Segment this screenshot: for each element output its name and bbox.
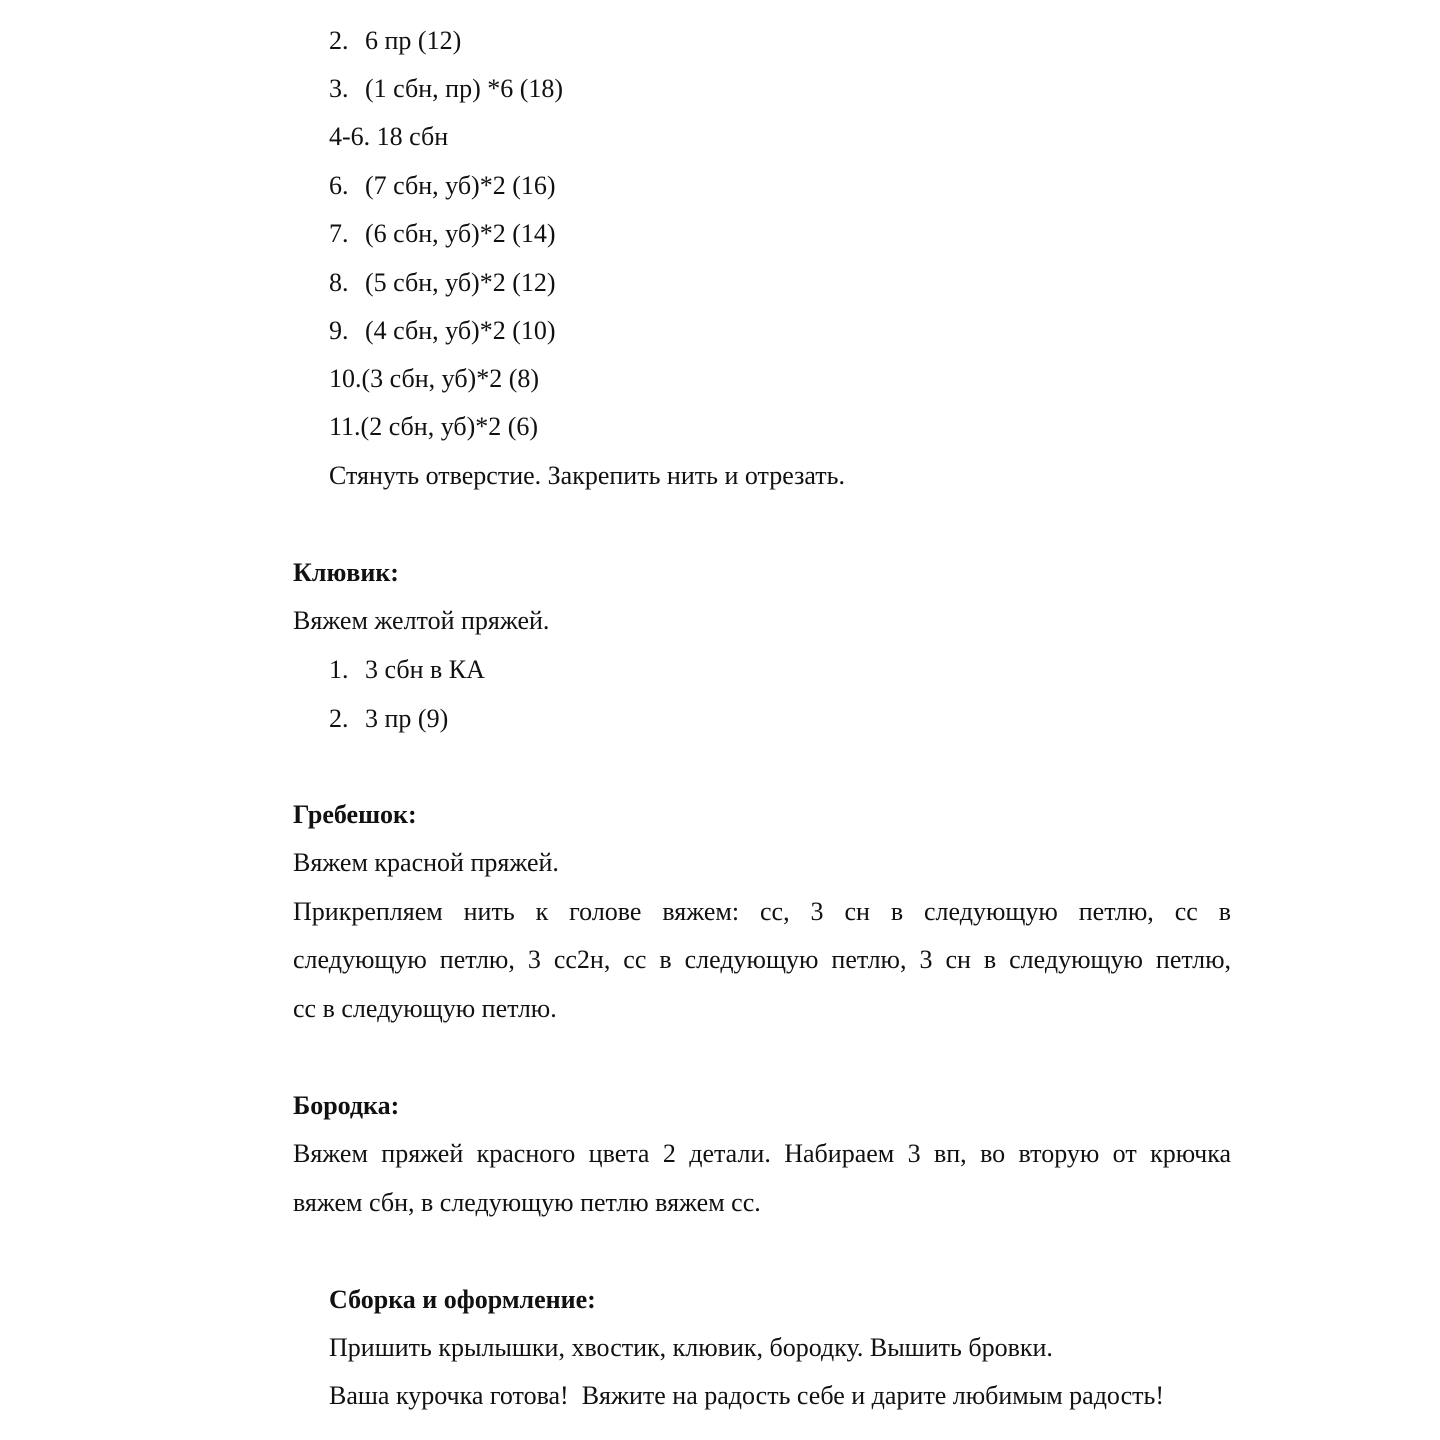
list-item	[0, 74, 1440, 104]
list-text: (7 сбн, уб)*2 (16)	[365, 171, 556, 200]
comb-paragraph-line	[293, 945, 1231, 975]
list-number: 3.	[329, 74, 349, 103]
comb-line-text: Прикрепляем нить к голове вяжем: сс, 3 сн в следующую петлю, сс в	[293, 897, 1231, 926]
beard-paragraph-last: вяжем сбн, в следующую петлю вяжем сс.	[293, 1188, 761, 1217]
list-item	[0, 219, 1440, 249]
list-item	[0, 26, 1440, 56]
row-11: 11.(2 сбн, уб)*2 (6)	[329, 412, 539, 441]
list-text: (5 сбн, уб)*2 (12)	[365, 268, 556, 297]
list-number: 7.	[329, 219, 349, 248]
list-number: 1.	[329, 655, 349, 684]
list-text: (1 сбн, пр) *6 (18)	[365, 74, 564, 103]
row-10: 10.(3 сбн, уб)*2 (8)	[329, 364, 540, 393]
list-text: 3 пр (9)	[365, 704, 449, 733]
list-text: 3 сбн в КА	[365, 655, 485, 684]
list-item	[0, 171, 1440, 201]
comb-intro: Вяжем красной пряжей.	[293, 848, 559, 877]
comb-paragraph-last: сс в следующую петлю.	[293, 994, 557, 1023]
list-number: 8.	[329, 268, 349, 297]
list-item	[0, 704, 1440, 734]
list-text: 6 пр (12)	[365, 26, 462, 55]
list-number: 2.	[329, 704, 349, 733]
list-number: 9.	[329, 316, 349, 345]
list-item	[0, 655, 1440, 685]
comb-paragraph-line	[293, 897, 1231, 927]
list-number: 6.	[329, 171, 349, 200]
list-text: (6 сбн, уб)*2 (14)	[365, 219, 556, 248]
list-number: 2.	[329, 26, 349, 55]
beak-heading: Клювик:	[293, 558, 399, 587]
assembly-line-2: Ваша курочка готова! Вяжите на радость себе и дарите любимым радость!	[329, 1381, 1164, 1410]
beard-line-text: Вяжем пряжей красного цвета 2 детали. Набираем 3 вп, во вторую от крючка	[293, 1139, 1231, 1168]
finish-text: Стянуть отверстие. Закрепить нить и отрезать.	[329, 461, 845, 490]
comb-heading: Гребешок:	[293, 800, 417, 829]
rows-4-6: 4-6. 18 сбн	[329, 122, 449, 151]
beard-heading: Бородка:	[293, 1091, 400, 1120]
list-item	[0, 268, 1440, 298]
comb-line-text: следующую петлю, 3 сс2н, сс в следующую петлю, 3 сн в следующую петлю,	[293, 945, 1231, 974]
list-text: (4 сбн, уб)*2 (10)	[365, 316, 556, 345]
beak-intro: Вяжем желтой пряжей.	[293, 606, 550, 635]
beard-paragraph-line	[293, 1139, 1231, 1169]
assembly-line-1: Пришить крылышки, хвостик, клювик, бородку. Вышить бровки.	[329, 1333, 1053, 1362]
assembly-heading: Сборка и оформление:	[329, 1285, 596, 1314]
list-item	[0, 316, 1440, 346]
